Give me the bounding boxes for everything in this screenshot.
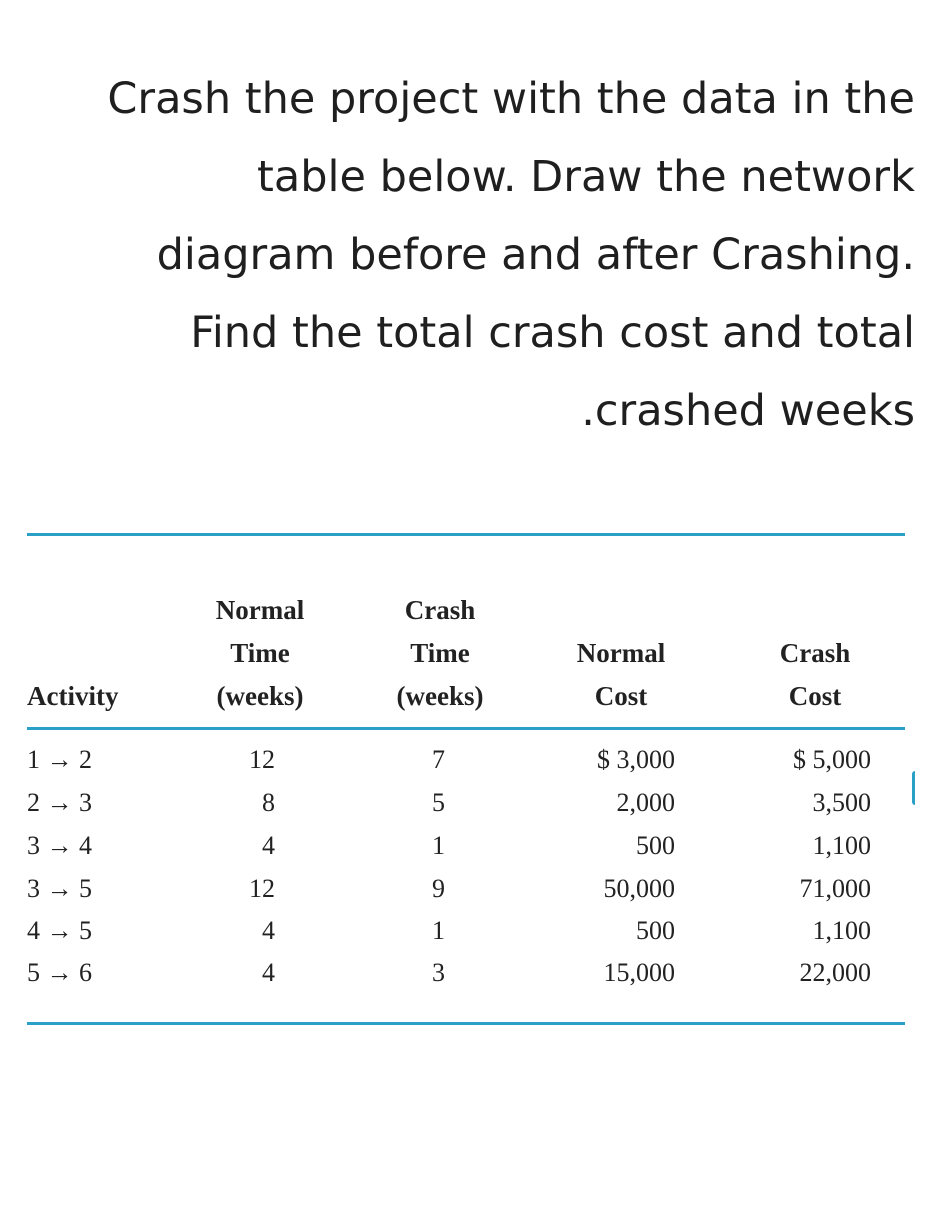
cell-normal-time: 4: [262, 916, 275, 945]
cell-normal-time: 4: [262, 958, 275, 987]
cell-crash-cost: 1,100: [812, 831, 871, 860]
header-crash-time: Crash Time (weeks): [396, 595, 484, 711]
question-line: Crash the project with the data in the: [107, 74, 915, 124]
cell-activity: 3 → 5: [27, 874, 92, 903]
cell-crash-time: 1: [432, 916, 445, 945]
cell-normal-cost: 2,000: [616, 788, 675, 817]
cell-crash-cost: $ 5,000: [793, 745, 871, 774]
cell-normal-cost: 500: [636, 831, 675, 860]
cell-crash-time: 1: [432, 831, 445, 860]
cell-activity: 3 → 4: [27, 831, 92, 860]
cell-activity: 1 → 2: [27, 745, 92, 774]
question-line: Find the total crash cost and total: [190, 308, 915, 358]
header-normal-time: Normal Time (weeks): [215, 595, 305, 711]
cell-normal-cost: 15,000: [603, 958, 675, 987]
cell-normal-time: 12: [249, 745, 275, 774]
header-crash-cost: Crash Cost: [779, 638, 851, 711]
cell-crash-cost: 71,000: [799, 874, 871, 903]
cell-normal-cost: 500: [636, 916, 675, 945]
cell-activity: 5 → 6: [27, 958, 92, 987]
cell-crash-cost: 3,500: [812, 788, 871, 817]
cell-normal-cost: $ 3,000: [597, 745, 675, 774]
question-line: table below. Draw the network: [257, 152, 915, 202]
cell-normal-cost: 50,000: [603, 874, 675, 903]
cell-normal-time: 8: [262, 788, 275, 817]
cell-activity: 2 → 3: [27, 788, 92, 817]
question-line: diagram before and after Crashing.: [156, 230, 915, 280]
cell-crash-time: 3: [432, 958, 445, 987]
cell-crash-time: 9: [432, 874, 445, 903]
cell-crash-time: 7: [432, 745, 445, 774]
cell-crash-cost: 1,100: [812, 916, 871, 945]
cell-normal-time: 12: [249, 874, 275, 903]
header-activity: Activity: [27, 681, 119, 711]
cell-activity: 4 → 5: [27, 916, 92, 945]
cell-normal-time: 4: [262, 831, 275, 860]
header-normal-cost: Normal Cost: [576, 638, 666, 711]
question-line: .crashed weeks: [581, 386, 915, 436]
cell-crash-time: 5: [432, 788, 445, 817]
cell-crash-cost: 22,000: [799, 958, 871, 987]
